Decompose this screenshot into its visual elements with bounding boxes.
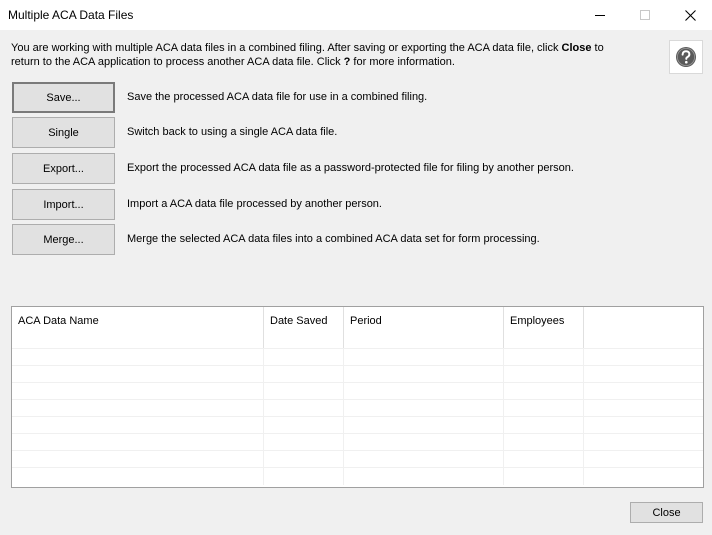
table-cell [504,468,584,485]
table-cell [344,366,504,383]
table-cell [12,468,264,485]
table-cell [12,383,264,400]
table-cell [344,400,504,417]
close-icon [685,10,696,21]
table-cell [344,349,504,366]
column-header-employees[interactable]: Employees [504,307,584,348]
table-cell [12,366,264,383]
table-header [12,307,703,348]
column-header-date-saved[interactable]: Date Saved [264,307,344,348]
table-row[interactable] [12,450,703,467]
table-cell [344,451,504,468]
action-row-import [12,189,692,220]
table-cell [504,417,584,434]
save-button[interactable]: Save... [12,82,115,113]
table-cell [264,417,344,434]
table-cell [504,349,584,366]
table-row[interactable] [12,399,703,416]
export-description: Export the processed ACA data file as a password-protected file for filing by another person. [127,162,574,174]
table-cell [344,383,504,400]
table-row[interactable] [12,416,703,433]
intro-bold-close: Close [561,42,592,54]
table-cell [264,366,344,383]
intro-text-part: for more information. [350,56,455,68]
table-cell [344,468,504,485]
column-header-period[interactable]: Period [344,307,504,348]
table-cell [264,451,344,468]
help-question-icon [675,46,697,68]
minimize-button[interactable] [577,0,623,30]
column-header-aca-data-name[interactable]: ACA Data Name [12,307,264,348]
save-description: Save the processed ACA data file for use in a combined filing. [127,91,428,103]
table-cell [12,434,264,451]
action-row-merge [12,224,692,255]
action-row-export [12,153,692,184]
intro-text-part: to [591,42,604,54]
table-cell [12,349,264,366]
table-cell [12,400,264,417]
close-window-button[interactable] [667,0,712,30]
intro-text-part: You are working with multiple ACA data files in a combined filing. After saving or exporting the ACA data file, click [11,42,562,54]
window-title: Multiple ACA Data Files [8,8,134,22]
intro-bold-question: ? [343,56,351,68]
table-row[interactable] [12,365,703,382]
table-row[interactable] [12,467,703,484]
table-cell [264,468,344,485]
table-row[interactable] [12,382,703,399]
table-cell [264,383,344,400]
table-cell [12,451,264,468]
table-cell [264,434,344,451]
action-row-save [12,82,692,113]
single-description: Switch back to using a single ACA data file. [127,126,338,138]
table-row[interactable] [12,433,703,450]
maximize-button[interactable] [622,0,668,30]
intro-text [11,41,631,69]
maximize-icon [640,10,650,20]
table-cell [504,383,584,400]
intro-line2 [11,56,455,68]
table-cell [264,349,344,366]
help-button[interactable] [669,40,703,74]
table-cell [12,417,264,434]
table-row[interactable] [12,348,703,365]
title-bar [0,0,712,30]
table-cell [344,417,504,434]
action-row-single [12,117,692,148]
minimize-icon [595,10,605,20]
table-cell [264,400,344,417]
table-cell [504,400,584,417]
table-cell [504,366,584,383]
intro-text-part: return to the ACA application to process another ACA data file. Click [11,56,344,68]
export-button[interactable]: Export... [12,153,115,184]
intro-line1 [11,42,604,54]
table-cell [504,451,584,468]
import-description: Import a ACA data file processed by another person. [127,198,382,210]
merge-description: Merge the selected ACA data files into a combined ACA data set for form processing. [127,233,540,245]
import-button[interactable]: Import... [12,189,115,220]
aca-data-table[interactable] [11,306,704,488]
single-button[interactable]: Single [12,117,115,148]
merge-button[interactable]: Merge... [12,224,115,255]
close-button[interactable]: Close [630,502,703,523]
table-cell [344,434,504,451]
table-cell [504,434,584,451]
